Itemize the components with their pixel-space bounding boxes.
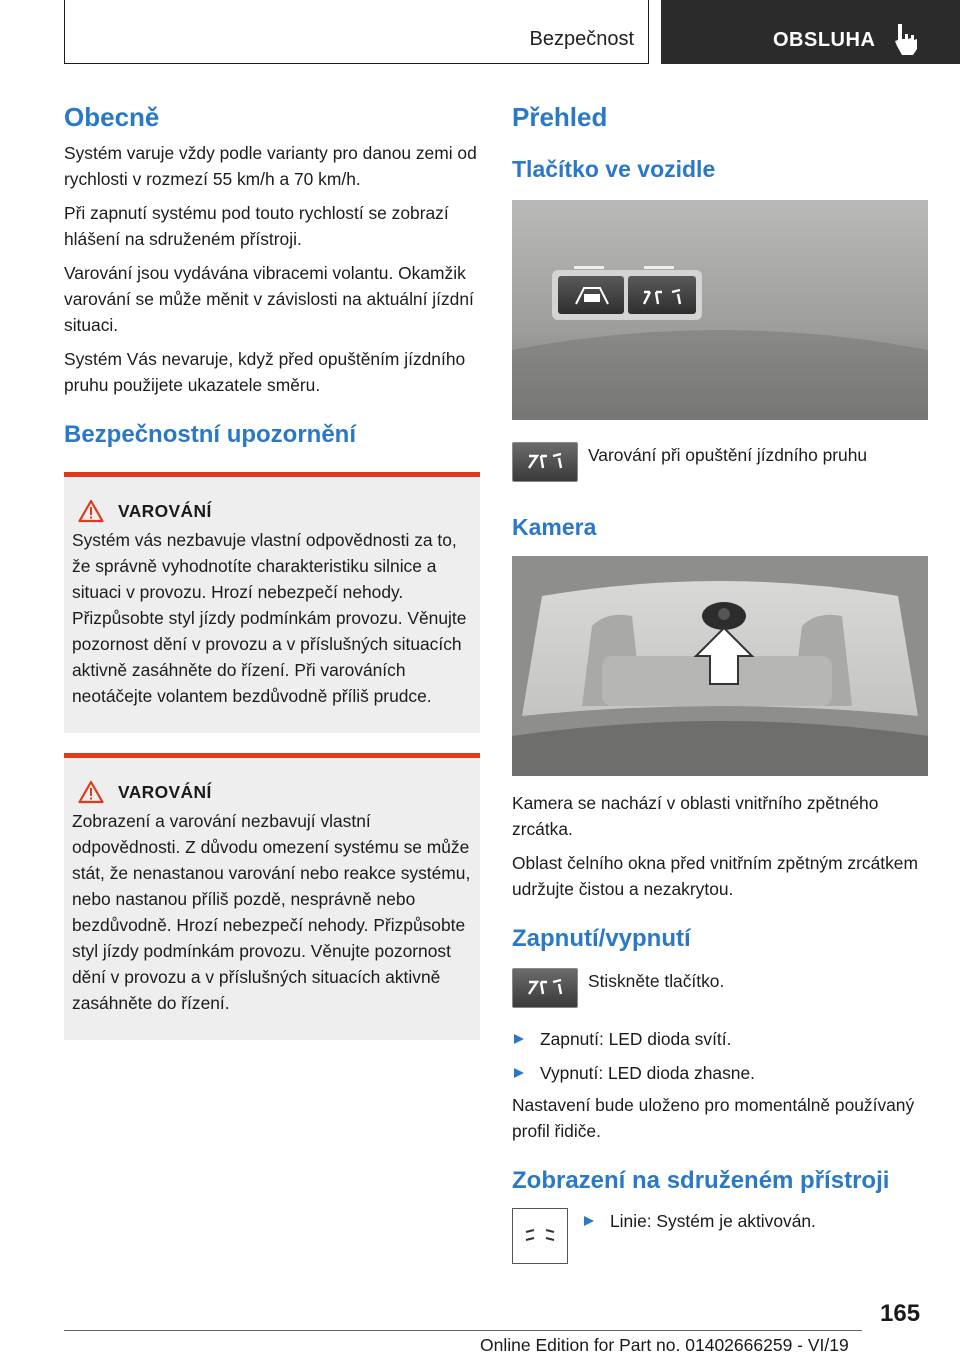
- warning-title-1: VAROVÁNÍ: [118, 500, 212, 521]
- hand-pointer-icon: [893, 22, 923, 56]
- general-paragraph-3: Varování jsou vydávána vibracemi volantu. Okamžik varování se může měnit v závislosti na aktuální jízdní situaci.: [64, 263, 474, 335]
- general-paragraph-4: Systém Vás nevaruje, když před opuštěním jízdního pruhu použijete ukazatele směru.: [64, 349, 466, 395]
- left-column: [64, 100, 480, 1040]
- onoff-press-row: [512, 968, 928, 1008]
- footer-edition: Online Edition for Part no. 01402666259 - VI/19: [480, 1335, 849, 1355]
- safety-heading: Bezpečnostní upozornění: [64, 421, 357, 448]
- warning-box-2: [64, 753, 480, 1040]
- camera-paragraph-1: Kamera se nachází v oblasti vnitřního zpětného zrcátka.: [512, 793, 879, 839]
- warning-triangle-icon: [78, 499, 104, 523]
- button-caption: Varování při opuštění jízdního pruhu: [588, 445, 868, 465]
- button-caption-row: [512, 442, 928, 482]
- list-item: Zapnutí: LED dioda svítí.: [512, 1026, 928, 1052]
- page-number: 165: [880, 1300, 921, 1327]
- lane-departure-button-icon: [512, 968, 578, 1008]
- display-row: [512, 1208, 928, 1264]
- camera-heading: Kamera: [512, 514, 597, 540]
- list-item: Linie: Systém je aktivován.: [582, 1208, 816, 1234]
- warning-box-1: [64, 472, 480, 733]
- header-section-title: Bezpečnost: [529, 28, 634, 50]
- bullet-triangle-icon: [514, 1068, 524, 1078]
- list-item: Vypnutí: LED dioda zhasne.: [512, 1060, 928, 1086]
- display-list: [582, 1208, 816, 1234]
- warning-title-2: VAROVÁNÍ: [118, 781, 212, 802]
- vehicle-button-photo: [512, 200, 928, 420]
- warning-triangle-icon: [78, 780, 104, 804]
- warning-text-2: Zobrazení a varování nezbavují vlastní odpovědnosti. Z důvodu omezení systému se může stát, že nenastanou varování nebo reakce systému, nebo nastanou příliš pozdě, nesprávně nebo bezdůvodně. Hrozí nebezpečí nehody. Přizpůsobte styl jízdy podmínkám provozu. Věnujte pozornost dění v provozu a v příslušných situacích aktivně zasáhněte do řízení.: [72, 811, 471, 1013]
- header-chapter-box: [661, 0, 960, 64]
- onoff-heading: Zapnutí/vypnutí: [512, 925, 691, 952]
- header-section-box: [64, 0, 649, 64]
- display-heading: Zobrazení na sdruženém přístroji: [512, 1167, 890, 1194]
- lane-lines-display-icon: [512, 1208, 568, 1264]
- bullet-triangle-icon: [514, 1034, 524, 1044]
- header-chapter-title: OBSLUHA: [773, 29, 876, 51]
- warning-text-1: Systém vás nezbavuje vlastní odpovědnosti za to, že správně vyhodnotíte charakteristiku silnice a situaci v provozu. Hrozí nebezpečí nehody. Přizpůsobte styl jízdy podmínkám provozu. Věnujte pozornost dění v provozu a v příslušných situacích aktivně zasáhněte do řízení. Při varováních neotáčejte volantem bezdůvodně příliš prudce.: [72, 530, 467, 706]
- camera-paragraph-2: Oblast čelního okna před vnitřním zpětným zrcátkem udržujte čistou a nezakrytou.: [512, 853, 918, 899]
- right-column: [512, 100, 928, 1264]
- onoff-list: [512, 1026, 928, 1086]
- overview-heading: Přehled: [512, 102, 608, 132]
- bullet-triangle-icon: [584, 1216, 594, 1226]
- general-heading: Obecně: [64, 102, 160, 132]
- button-heading: Tlačítko ve vozidle: [512, 156, 716, 182]
- lane-departure-button-icon: [512, 442, 578, 482]
- general-paragraph-2: Při zapnutí systému pod touto rychlostí se zobrazí hlášení na sdruženém přístroji.: [64, 203, 449, 249]
- camera-photo: [512, 556, 928, 776]
- general-paragraph-1: Systém varuje vždy podle varianty pro danou zemi od rychlosti v rozmezí 55 km/h a 70 km/h.: [64, 143, 477, 189]
- footer-divider: [64, 1330, 862, 1331]
- onoff-press-text: Stiskněte tlačítko.: [588, 971, 725, 991]
- onoff-note: Nastavení bude uloženo pro momentálně používaný profil řidiče.: [512, 1095, 915, 1141]
